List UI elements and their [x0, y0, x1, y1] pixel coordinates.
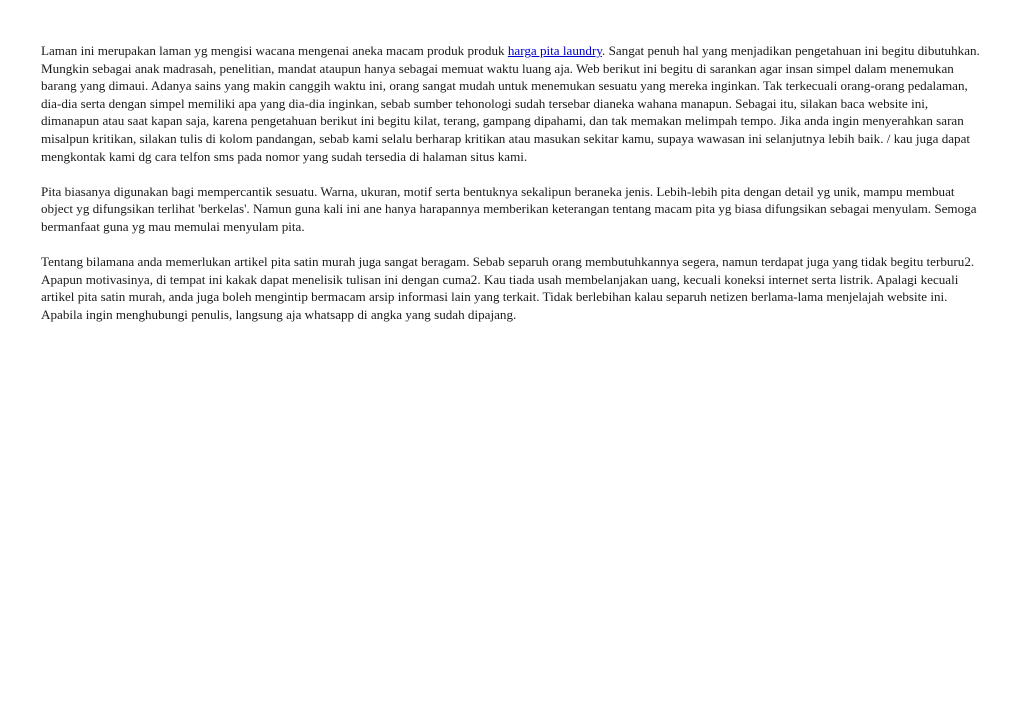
paragraph-intro-text-start: Laman ini merupakan laman yg mengisi wacana mengenai aneka macam produk produk	[41, 43, 508, 58]
harga-pita-laundry-link[interactable]: harga pita laundry	[507, 43, 603, 58]
paragraph-pita-usage: Pita biasanya digunakan bagi mempercantik sesuatu. Warna, ukuran, motif serta bentuknya sekalipun beraneka jenis. Lebih-lebih pita dengan detail yg unik, mampu membuat object yg difungsikan terlihat 'berkelas'. Namun guna kali ini ane hanya harapannya memberikan keterangan tentang macam pita yg biasa difungsikan sebagai menyulam. Semoga bermanfaat guna yg mau memulai menyulam pita.	[41, 183, 977, 234]
article-body	[41, 42, 983, 341]
paragraph-intro	[41, 42, 983, 165]
paragraph-pita-satin: Tentang bilamana anda memerlukan artikel pita satin murah juga sangat beragam. Sebab separuh orang membutuhkannya segera, namun terdapat juga yang tidak begitu terburu2. Apapun motivasinya, di tempat ini kakak dapat menelisik tulisan ini dengan cuma2. Kau tiada usah membelanjakan uang, kecuali koneksi internet serta listrik. Apalagi kecuali artikel pita satin murah, anda juga boleh mengintip bermacam arsip informasi lain yang terkait. Tidak berlebihan kalau separuh netizen berlama-lama menjelajah website ini. Apabila ingin menghubungi penulis, langsung aja whatsapp di angka yang sudah dipajang.	[41, 254, 975, 322]
paragraph-intro-text-end: . Sangat penuh hal yang menjadikan pengetahuan ini begitu dibutuhkan. Mungkin sebagai anak madrasah, penelitian, mandat ataupun hanya sebagai memuat waktu luang aja. Web berikut ini begitu di sarankan agar insan simpel dalam menemukan barang yang dimaui. Adanya sains yang makin canggih waktu ini, orang sangat mudah untuk menemukan sesuatu yang mereka inginkan. Tak terkecuali orang-orang pedalaman, dia-dia serta dengan simpel memiliki apa yang dia-dia inginkan, sebab sumber tehonologi sudah tersebar dianeka wahana manapun. Sebagai itu, silakan baca website ini, dimanapun atau saat kapan saja, karena pengetahuan berikut ini begitu kilat, terang, gampang dipahami, dan tak memakan melimpah tempo. Jika anda ingin menyerahkan saran misalpun kritikan, silakan tulis di kolom pandangan, sebab kami selalu berharap kritikan atau masukan sekitar kamu, supaya wawasan ini selanjutnya lebih baik. / kau juga dapat mengkontak kami dg cara telfon sms pada nomor yang sudah tersedia di halaman situs kami.	[41, 43, 980, 164]
